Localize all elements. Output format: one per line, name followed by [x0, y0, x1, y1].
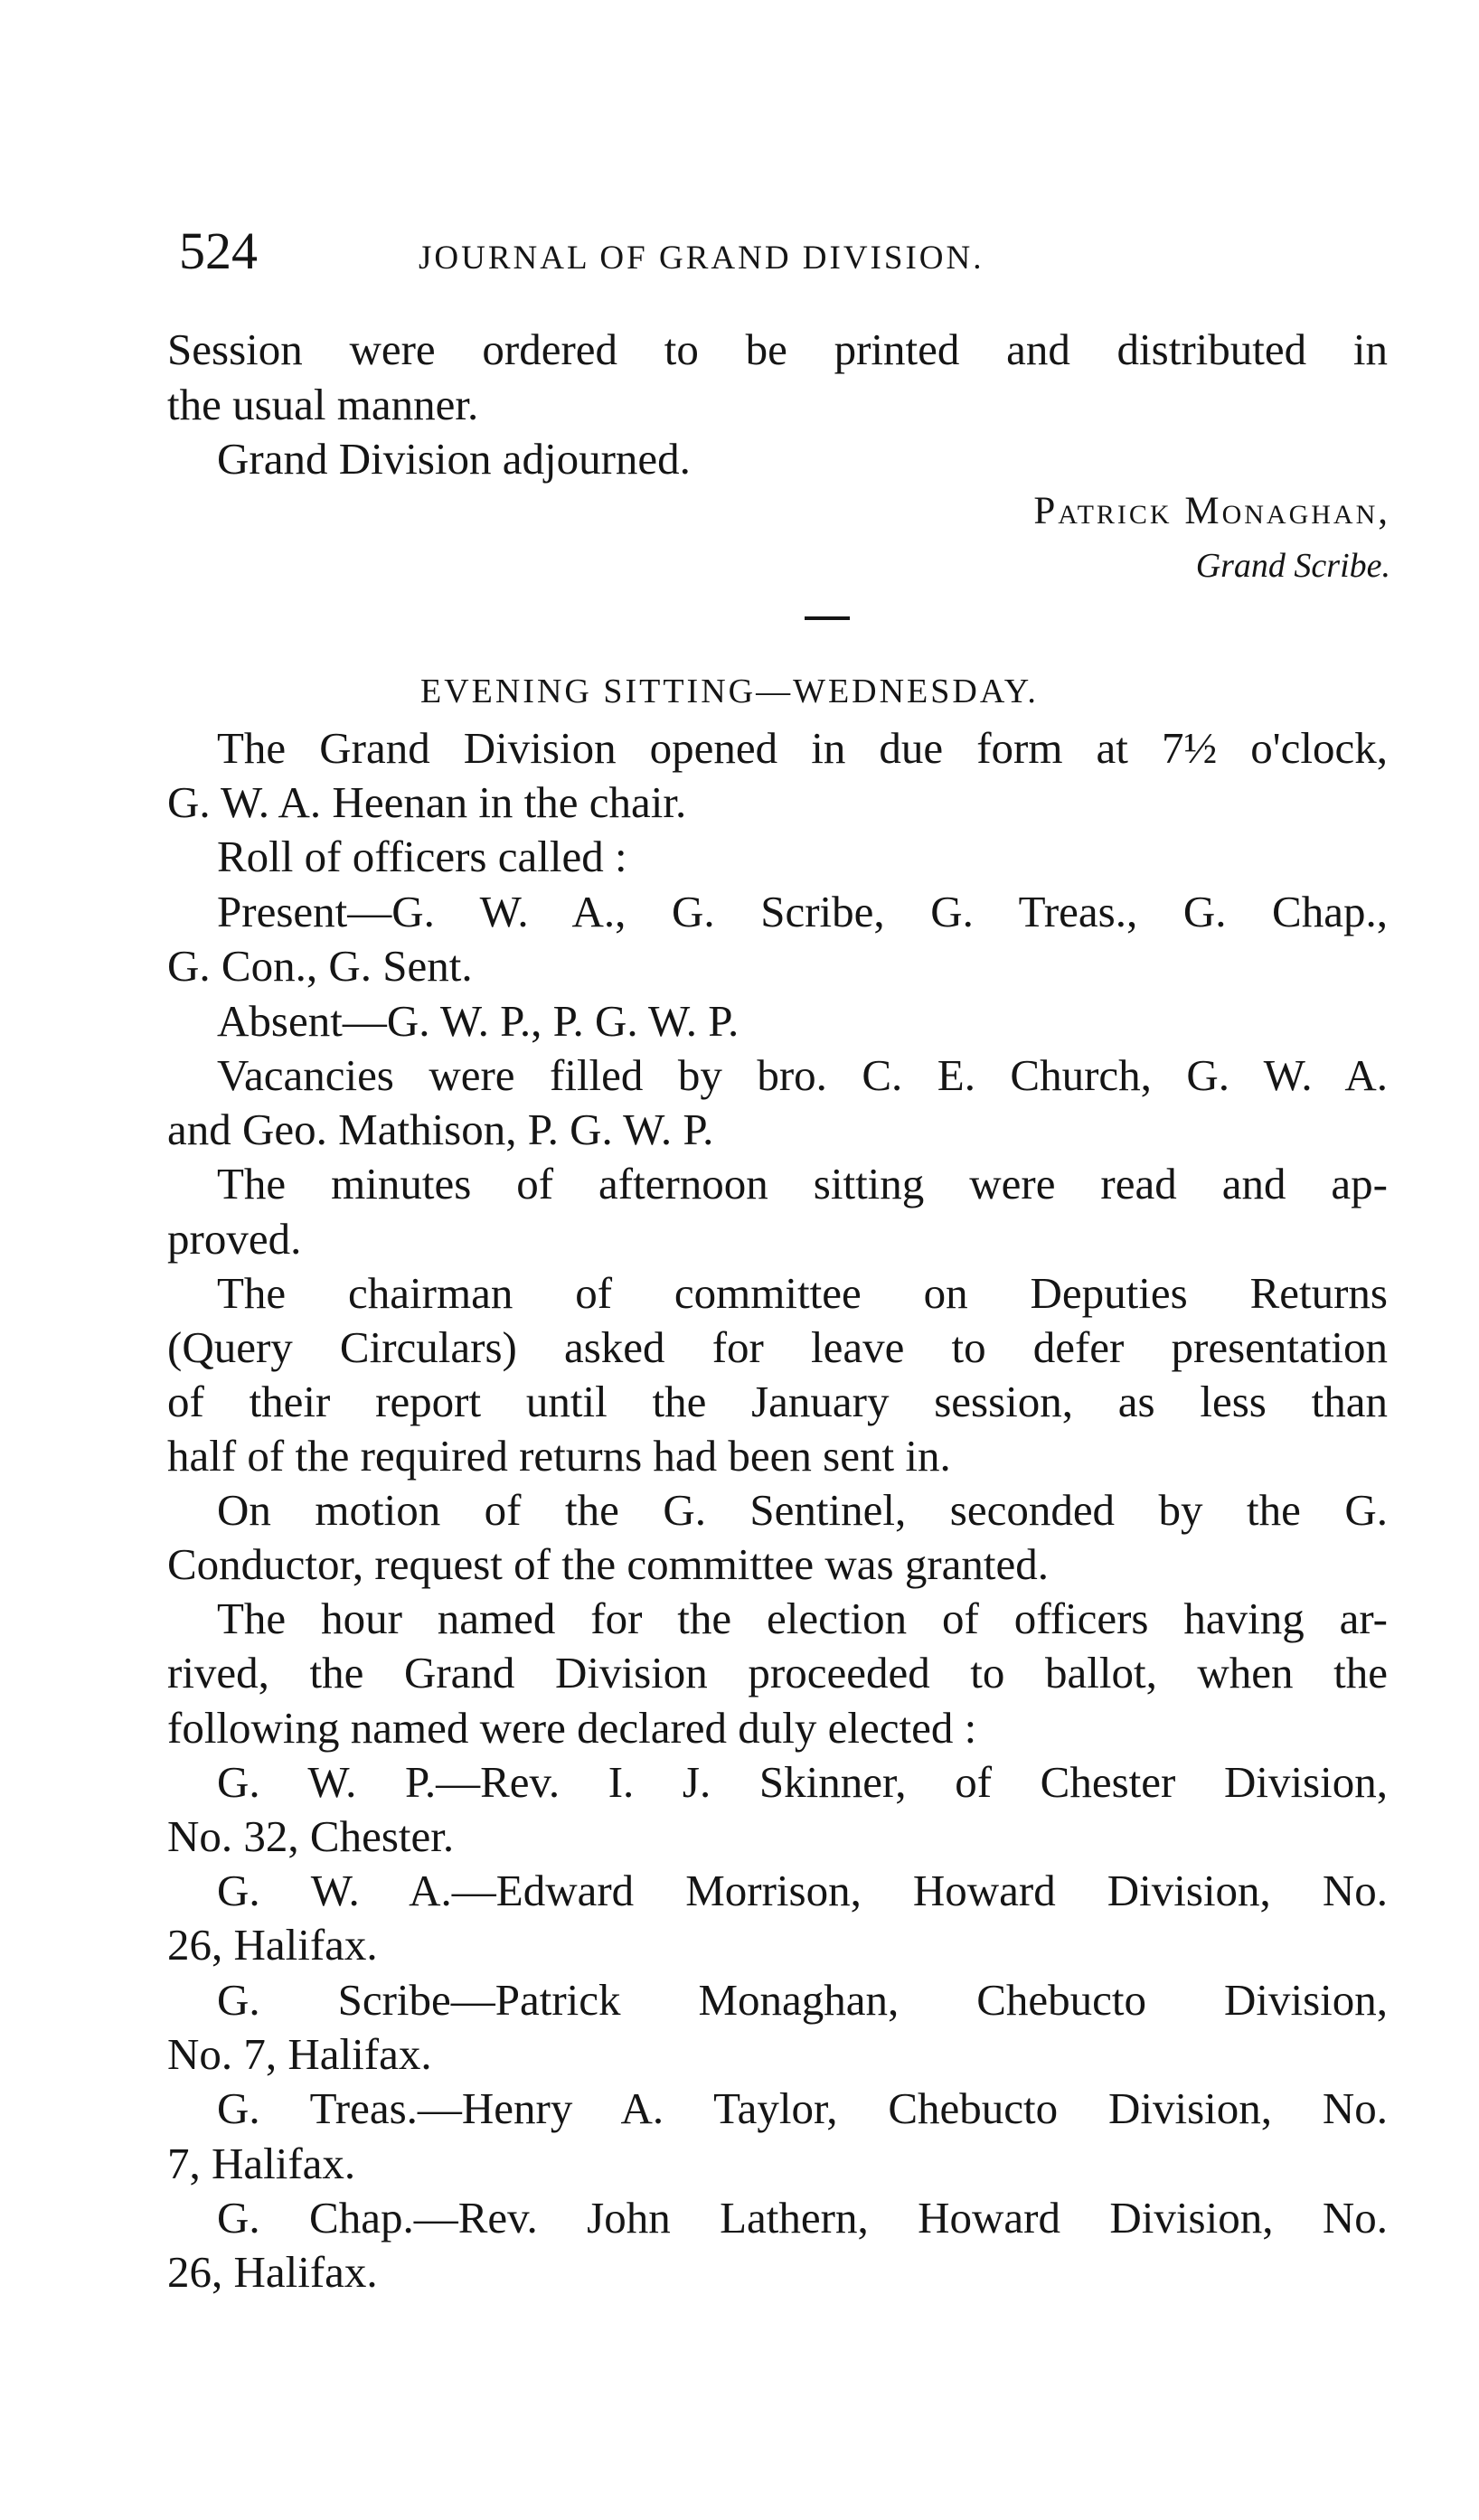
body-line: 26, Halifax. — [167, 2247, 378, 2297]
body-line: G. Con., G. Sent. — [167, 941, 473, 991]
section-heading: EVENING SITTING—WEDNESDAY. — [420, 672, 1039, 710]
running-head: JOURNAL OF GRAND DIVISION. — [419, 240, 984, 277]
body-line: G. Treas.—Henry A. Taylor, Chebucto Division, No. — [217, 2083, 1388, 2133]
body-line: The Grand Division opened in due form at 7½ o'clock, — [217, 723, 1388, 773]
body-line: G. W. A. Heenan in the chair. — [167, 777, 687, 827]
text-line: Session were ordered to be printed and distributed in — [167, 324, 1388, 374]
body-line: The hour named for the election of officers having ar- — [217, 1594, 1388, 1643]
body-line: G. W. P.—Rev. I. J. Skinner, of Chester Division, — [217, 1757, 1388, 1807]
body-line: (Query Circulars) asked for leave to defer presentation — [167, 1322, 1388, 1372]
body-line: 26, Halifax. — [167, 1920, 378, 1970]
body-line: The chairman of committee on Deputies Returns — [217, 1268, 1388, 1318]
body-line: Vacancies were filled by bro. C. E. Church, G. W. A. — [217, 1050, 1388, 1100]
body-line: and Geo. Mathison, P. G. W. P. — [167, 1105, 714, 1154]
body-line: Conductor, request of the committee was granted. — [167, 1539, 1050, 1589]
body-line: 7, Halifax. — [167, 2139, 356, 2188]
body-line: half of the required returns had been sent in. — [167, 1431, 951, 1481]
signature-title: Grand Scribe. — [1195, 547, 1390, 585]
body-line: Roll of officers called : — [217, 832, 627, 881]
body-line: of their report until the January session, as less than — [167, 1377, 1388, 1426]
page-number: 524 — [179, 221, 258, 280]
body-line: proved. — [167, 1214, 302, 1264]
text-line: the usual manner. — [167, 380, 479, 429]
body-line: On motion of the G. Sentinel, seconded by the G. — [217, 1485, 1388, 1535]
body-line: G. W. A.—Edward Morrison, Howard Division, No. — [217, 1866, 1388, 1915]
body-line: Absent—G. W. P., P. G. W. P. — [217, 996, 740, 1046]
body-line: G. Scribe—Patrick Monaghan, Chebucto Division, — [217, 1975, 1388, 2025]
body-line: rived, the Grand Division proceeded to ballot, when the — [167, 1648, 1388, 1697]
section-rule — [805, 616, 850, 620]
body-line: The minutes of afternoon sitting were read and ap- — [217, 1159, 1388, 1208]
body-line: G. Chap.—Rev. John Lathern, Howard Division, No. — [217, 2193, 1388, 2243]
page-header — [179, 215, 1390, 287]
body-line: No. 32, Chester. — [167, 1811, 455, 1861]
body-line: following named were declared duly elected : — [167, 1703, 977, 1753]
body-line: No. 7, Halifax. — [167, 2029, 432, 2079]
text-line: Grand Division adjourned. — [217, 434, 691, 484]
signature-name: Patrick Monaghan, — [1033, 490, 1390, 532]
body-line: Present—G. W. A., G. Scribe, G. Treas., G. Chap., — [217, 887, 1388, 936]
